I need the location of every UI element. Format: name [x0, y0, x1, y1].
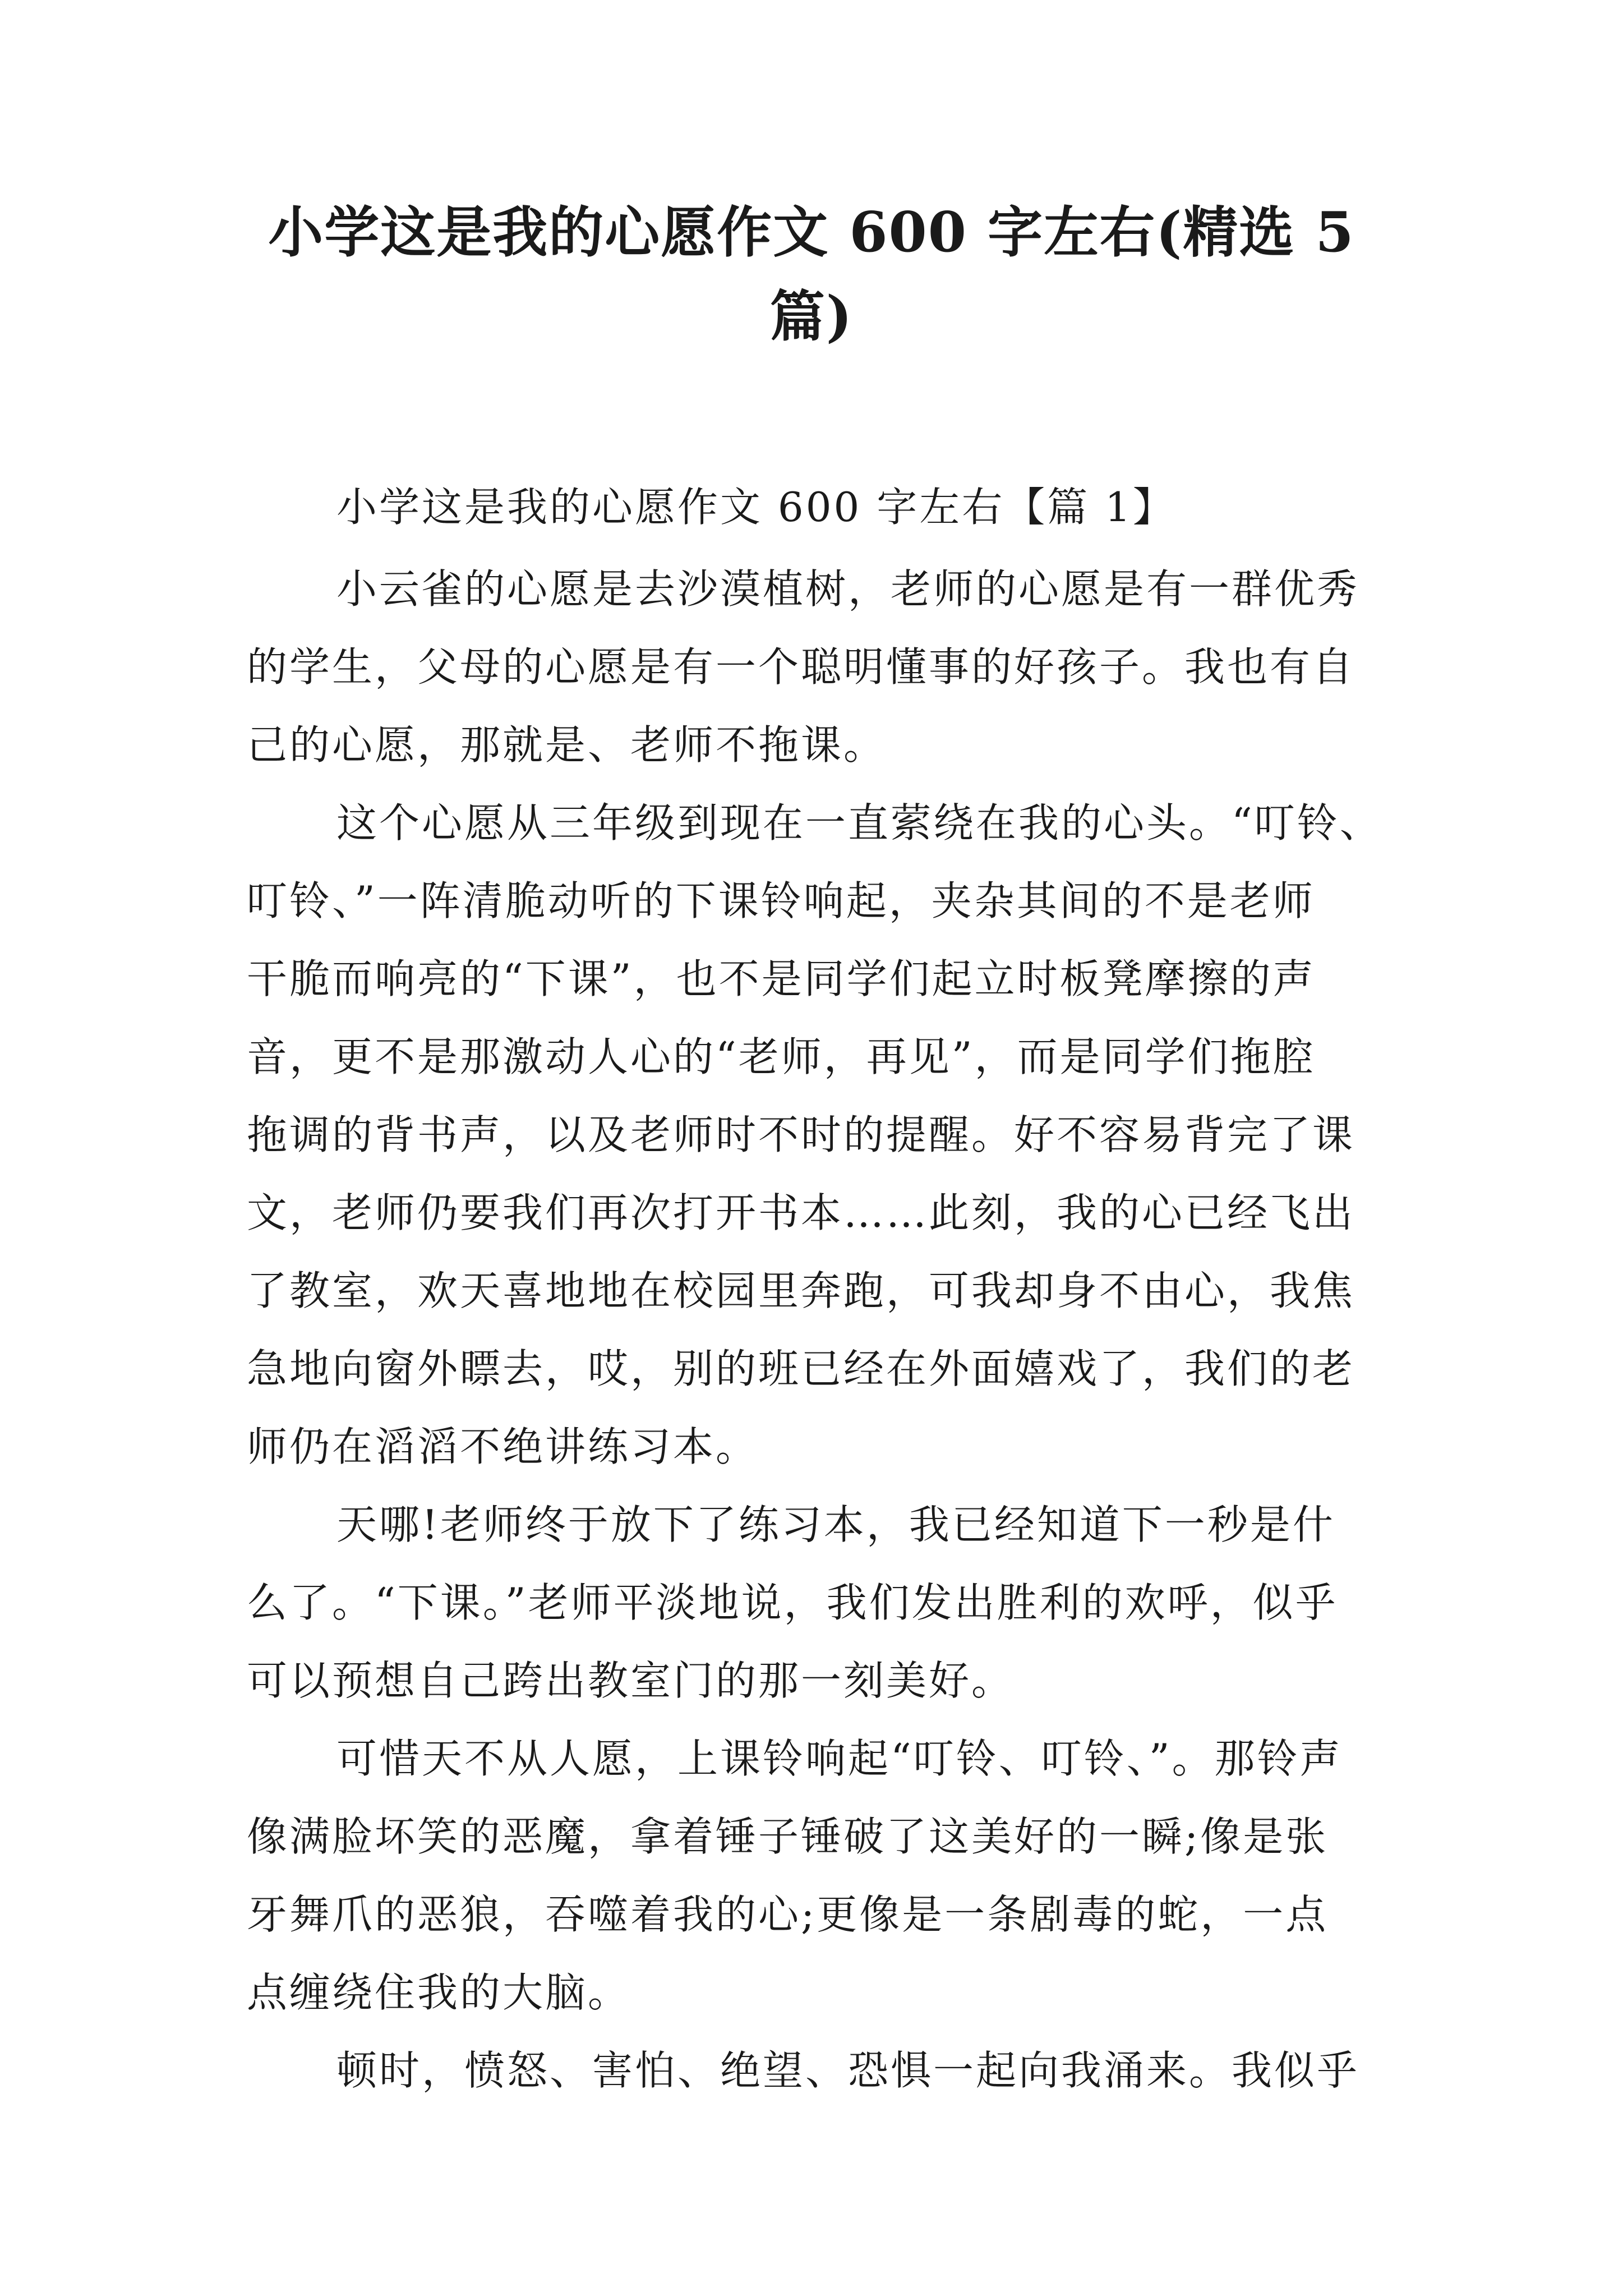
text-line: 天哪!老师终于放下了练习本，我已经知道下一秒是什: [336, 1501, 1335, 1548]
text-line: 顿时，愤怒、害怕、绝望、恐惧一起向我涌来。我似乎: [336, 2047, 1360, 2094]
text-line: 的学生，父母的心愿是有一个聪明懂事的好孩子。我也有自: [247, 643, 1355, 691]
document-body: [247, 468, 1382, 2110]
text-line: 音，更不是那激动人心的“老师，再见”，而是同学们拖腔: [247, 1033, 1316, 1080]
text-line: 可惜天不从人愿，上课铃响起“叮铃、叮铃、”。那铃声: [336, 1735, 1343, 1782]
text-line: 么了。“下课。”老师平淡地说，我们发出胜利的欢呼，似乎: [247, 1579, 1338, 1626]
text-line: 干脆而响亮的“下课”，也不是同学们起立时板凳摩擦的声: [247, 955, 1316, 1002]
text-line: 拖调的背书声，以及老师时不时的提醒。好不容易背完了课: [247, 1111, 1355, 1158]
text-line: 像满脸坏笑的恶魔，拿着锤子锤破了这美好的一瞬;像是张: [247, 1813, 1329, 1860]
title-line: 小学这是我的心愿作文 600 字左右(精选 5: [268, 200, 1355, 265]
document-title: [213, 191, 1410, 359]
text-line: 文，老师仍要我们再次打开书本……此刻，我的心已经飞出: [247, 1189, 1355, 1236]
text-line: 急地向窗外瞟去，哎，别的班已经在外面嬉戏了，我们的老: [247, 1345, 1355, 1392]
text-line: 可以预想自己跨出教室门的那一刻美好。: [247, 1657, 1015, 1704]
text-line: 了教室，欢天喜地地在校园里奔跑，可我却身不由心，我焦: [247, 1267, 1355, 1314]
section-heading: 小学这是我的心愿作文 600 字左右【篇 1】: [336, 484, 1175, 531]
text-line: 这个心愿从三年级到现在一直萦绕在我的心头。“叮铃、: [336, 799, 1382, 846]
title-line: 篇): [769, 284, 854, 349]
text-line: 己的心愿，那就是、老师不拖课。: [247, 721, 887, 769]
text-line: 师仍在滔滔不绝讲练习本。: [247, 1423, 759, 1470]
text-line: 牙舞爪的恶狼，吞噬着我的心;更像是一条剧毒的蛇，一点: [247, 1891, 1329, 1938]
text-line: 小云雀的心愿是去沙漠植树，老师的心愿是有一群优秀: [336, 565, 1360, 613]
text-line: 叮铃、”一阵清脆动听的下课铃响起，夹杂其间的不是老师: [247, 877, 1315, 924]
text-line: 点缠绕住我的大脑。: [247, 1969, 631, 2016]
